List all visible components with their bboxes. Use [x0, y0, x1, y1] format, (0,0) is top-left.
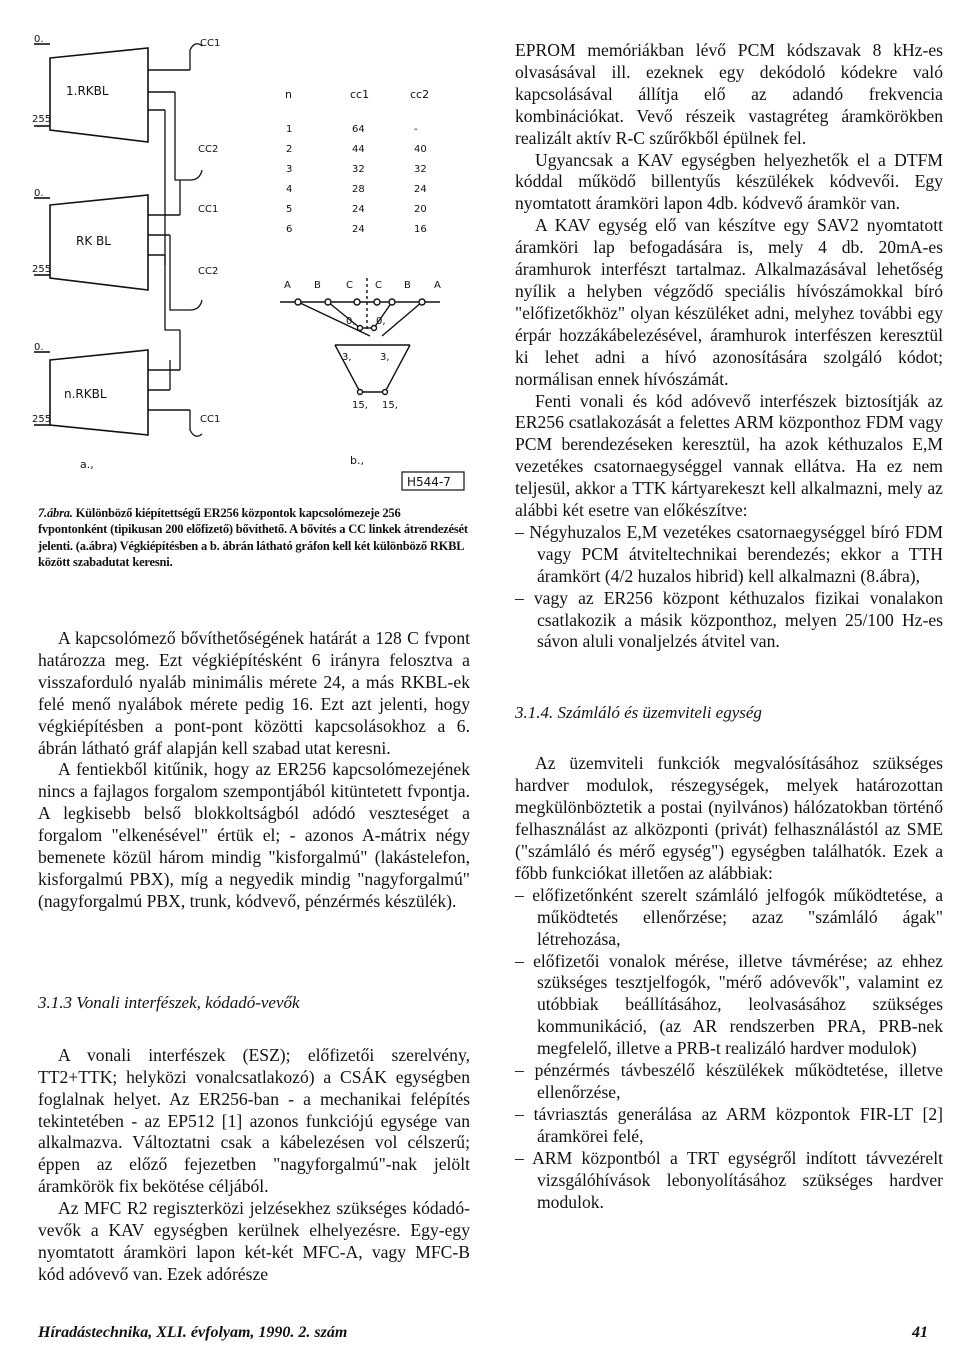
dash-item-1-text: Négyhuzalos E,M vezetékes csatornaegységgel bíró FDM vagy PCM átviteltechnikai berendezés; ekkor a TTH áramkört (4/2 huzalos hibrid) kell alkalmazni (8.ábra), [529, 521, 943, 586]
function-item-4-text: távriasztás generálása az ARM központok FIR-LT [2] áramkörei felé, [533, 1103, 943, 1146]
table-cell-r6-c1: 6 [286, 224, 293, 235]
table-cell-r5-c1: 5 [286, 204, 293, 215]
function-item-3: – pénzérmés távbeszélő készülékek működtetése, illetve ellenőrzése, [515, 1060, 943, 1102]
function-item-4: – távriasztás generálása az ARM központok FIR-LT [2] áramkörei felé, [515, 1103, 943, 1146]
graph-top-label-2: B [314, 280, 321, 291]
dash-item-2-text: vagy az ER256 központ kéthuzalos fizikai vonalakon csatlakozik a másik központhoz, melyen 25/100 Hz-es sávon aluli vonaljelzés átvitel van. [533, 587, 943, 652]
left-tick-6: 255 [32, 414, 52, 425]
left-section-paragraph-2: Az MFC R2 regiszterközi jelzésekhez szükséges kódadó-vevők a KAV egységben kerülnek elhelyezésre. Egy-egy nyomtatott áramköri lapon két-két MFC-A, vagy MFC-B kód adóvevő van. Ezek adórésze [38, 1198, 470, 1284]
graph-node-label-3: 3, [342, 352, 352, 363]
cc-label-5: CC1 [200, 414, 221, 425]
table-cell-r6-c3: 16 [414, 224, 427, 235]
sublabel-b: b., [350, 454, 364, 467]
journal-footer: Híradástechnika, XLI. évfolyam, 1990. 2. szám [38, 1324, 348, 1341]
table-cell-r5-c3: 20 [414, 204, 427, 215]
cc-label-3: CC1 [198, 204, 219, 215]
left-paragraph-1: A kapcsolómező bővíthetőségének határát a 128 C fvpont határozza meg. Ezt végkiépítésként 6 irányra felosztva a visszaforduló nyaláb minimális mérete 24, a más RKBL-ek felé menő nyalábok mérete pedig 16. Ezt azt jelenti, hogy végkiépítésben a pont-pont közötti kapcsolásokhoz a 6. ábrán látható gráf alapján kell szabad utat keresni. [38, 628, 470, 758]
capacity-table [285, 88, 429, 235]
function-item-3-text: pénzérmés távbeszélő készülékek működtetése, illetve ellenőrzése, [534, 1060, 943, 1102]
cc-label-1: CC1 [200, 38, 221, 49]
figure-7 [30, 30, 480, 500]
table-cell-r3-c3: 32 [414, 164, 427, 175]
section-heading-314: 3.1.4. Számláló és üzemviteli egység [515, 703, 762, 723]
function-item-2: – előfizetői vonalok mérése, illetve távmérése; az ehhez szükséges tesztjelfogók, "mérő adóvevők", valamint ez utóbbiak beállításához, leolvasásához szükséges kommunikáció, (az AR rendszerben PRA, PRB-nek megfelelő, illetve a PRB-t realizáló hardver modulok) [515, 950, 943, 1059]
right-section-paragraph: Az üzemviteli funkciók megvalósításához szükséges hardver modulok, részegységek, melyek határozottan megkülönböztetik a postai (nyilvános) hálózatokban történő felhasználást az alközponti (privát) felhasználástól az SME ("számláló és mérő egység") egységben találhatók. Ezek a főbb funkciókat illetően az alábbiak: [515, 753, 943, 883]
block-label-1: 1.RKBL [66, 84, 109, 98]
left-tick-2: 255 [32, 114, 52, 125]
function-item-5: – ARM központból a TRT egységről indított távvezérelt vizsgálóhívások lebonyolításához szükséges hardver modulok. [515, 1147, 943, 1212]
left-tick-4: 255 [32, 264, 52, 275]
dash-item-2: – vagy az ER256 központ kéthuzalos fizikai vonalakon csatlakozik a másik központhoz, melyen 25/100 Hz-es sávon aluli vonaljelzés átvitel van. [515, 587, 943, 652]
table-cell-r2-c3: 40 [414, 144, 427, 155]
table-header-cc2: cc2 [410, 88, 430, 101]
right-paragraph-1: EPROM memóriákban lévő PCM kódszavak 8 kHz-es olvasásával ill. ezeknek egy dekódoló kódekre való kapcsolásával állítja elő az adandó frekvencia kombinációkat. Vevő részeik vastagréteg áramkörökben realizált aktív R-C szűrőkből épülnek fel. [515, 40, 943, 148]
graph-top-label-5: B [404, 280, 411, 291]
block-label-n: n.RKBL [64, 387, 107, 401]
table-cell-r3-c2: 32 [352, 164, 365, 175]
table-header-cc1: cc1 [350, 88, 370, 101]
left-tick-5: 0. [34, 342, 44, 353]
page-number: 41 [912, 1324, 928, 1341]
dash-item-1: – Négyhuzalos E,M vezetékes csatornaegységgel bíró FDM vagy PCM átviteltechnikai berendezés; ekkor a TTH áramkört (4/2 huzalos hibrid) kell alkalmazni (8.ábra), [515, 521, 943, 586]
table-cell-r2-c1: 2 [286, 144, 293, 155]
caption-text: Különböző kiépítettségű ER256 központok kapcsolómezeje 256 fvpontonként (tipikusan 200 előfizető) bővíthető. A bővítés a CC linkek átrendezését jelenti. (a.ábra) Végkiépítésben a b. ábrán látható gráfon kell két különböző RKBL között szabadutat keresni. [38, 506, 468, 569]
function-item-5-text: ARM központból a TRT egységről indított távvezérelt vizsgálóhívások lebonyolításához szükséges hardver modulok. [532, 1147, 943, 1212]
cc-label-4: CC2 [198, 266, 219, 277]
graph-node-label-2: 0, [376, 316, 386, 327]
section-heading-313: 3.1.3 Vonali interfészek, kódadó-vevők [38, 992, 300, 1012]
path-graph [280, 278, 440, 395]
right-paragraph-3: A KAV egység elő van készítve egy SAV2 nyomtatott áramköri lap befogadására is, mely 4 db. 20mA-es áramhurok interfészt tartalmaz. Alkalmazásával lehetőség nyílik a helyben végződő speciális hívószámokkal bíró "előfizetőkhöz" olyan készüléket adni, melyhez további egy érpár hozzákábelezésével, áramhurok interfészen keresztül ki lehet adni a hívó azonosítására szolgáló kódot; normálisan ennek hívószámát. [515, 215, 943, 389]
figure-caption [38, 505, 468, 570]
left-paragraph-2: A fentiekből kitűnik, hogy az ER256 kapcsolómezejének nincs a fajlagos forgalom szempontjából kitüntetett fvpontja. A legkisebb belső blokkoltságból adódó veszteséget a forgalom "elkenésével" értük el; - azonos A-mátrix négy bemenete közül három mindig "kisforgalmú" (lakástelefon, kisforgalmú PBX), míg a negyedik mindig "nagyforgalmú" (nagyforgalmú PBX, trunk, kódvevő, pénzérmés készülék). [38, 759, 470, 911]
graph-top-label-1: A [284, 280, 291, 291]
right-column [515, 40, 943, 1213]
function-item-1: – előfizetőnként szerelt számláló jelfogók működtetése, a működtetés ellenőrzése; azaz "számláló ágak" létrehozása, [515, 884, 944, 949]
left-tick-3: 0. [34, 188, 44, 199]
left-tick-1: 0. [34, 34, 44, 45]
table-cell-r6-c2: 24 [352, 224, 365, 235]
table-cell-r4-c2: 28 [352, 184, 365, 195]
sublabel-a: a., [80, 458, 94, 471]
graph-node-label-5: 15, [352, 400, 368, 411]
table-cell-r4-c3: 24 [414, 184, 427, 195]
table-cell-r3-c1: 3 [286, 164, 293, 175]
block-label-2: RK BL [76, 234, 111, 248]
cc-links [165, 44, 202, 437]
graph-node-label-6: 15, [382, 400, 398, 411]
left-section-paragraph-1: A vonali interfészek (ESZ); előfizetői szerelvény, TT2+TTK; helyközi vonalcsatlakozó) a CSÁK egységben foglalnak helyet. Az ER256-ban - a mechanikai felépítés tekintetében - az EP512 [1] azonos funkciójú egysége van alkalmazva. Változtatni csak a kábelezésen vol célszerű; éppen az előző fejezetben "nagyforgalmú"-nak jelölt áramkörök fix bekötése céljából. [38, 1044, 470, 1197]
table-cell-r1-c1: 1 [286, 124, 293, 135]
left-column [38, 628, 470, 1286]
graph-top-label-4: C [375, 280, 382, 291]
caption-label: 7.ábra. [38, 506, 73, 520]
table-cell-r5-c2: 24 [352, 204, 365, 215]
table-cell-r4-c1: 4 [286, 184, 293, 195]
figure-stamp: H544-7 [407, 475, 451, 489]
graph-top-label-3: C [346, 280, 353, 291]
function-item-2-text: előfizetői vonalok mérése, illetve távmérése; az ehhez szükséges tesztjelfogók, "mérő adóvevők", valamint ez utóbbiak beállításához, leolvasásához szükséges kommunikáció, (az AR rendszerben PRA, PRB-nek megfelelő, illetve a PRB-t realizáló hardver modulok) [533, 950, 943, 1059]
table-cell-r2-c2: 44 [352, 144, 365, 155]
right-paragraph-4: Fenti vonali és kód adóvevő interfészek biztosítják az ER256 csatlakozását a felettes ARM központhoz FDM vagy PCM berendezéseken keresztül, ha azok kéthuzalos E,M vezetékes csatornaegységgel vannak ellátva. Ha ez nem teljesül, akkor a TTK kártyarekeszt kell alkalmazni, mely az alábbi két esetre van előkészítve: [515, 390, 943, 521]
function-item-1-text: előfizetőnként szerelt számláló jelfogók működtetése, a működtetés ellenőrzése; azaz "számláló ágak" létrehozása, [532, 884, 944, 949]
rkbl-block-1 [34, 44, 190, 142]
graph-node-label-1: 0, [346, 316, 356, 327]
table-header-n: n [285, 88, 292, 101]
rkbl-block-n [34, 350, 190, 435]
table-cell-r1-c2: 64 [352, 124, 365, 135]
right-paragraph-2: Ugyancsak a KAV egységben helyezhetők el a DTFM kóddal működő billentyűs készülékek kódvevői. Egy nyomtatott áramköri lapon 4db. kódvevő áramkör van. [515, 149, 943, 214]
graph-top-label-6: A [434, 280, 441, 291]
table-cell-r1-c3: - [414, 124, 418, 135]
cc-label-2: CC2 [198, 144, 219, 155]
graph-node-label-4: 3, [380, 352, 390, 363]
